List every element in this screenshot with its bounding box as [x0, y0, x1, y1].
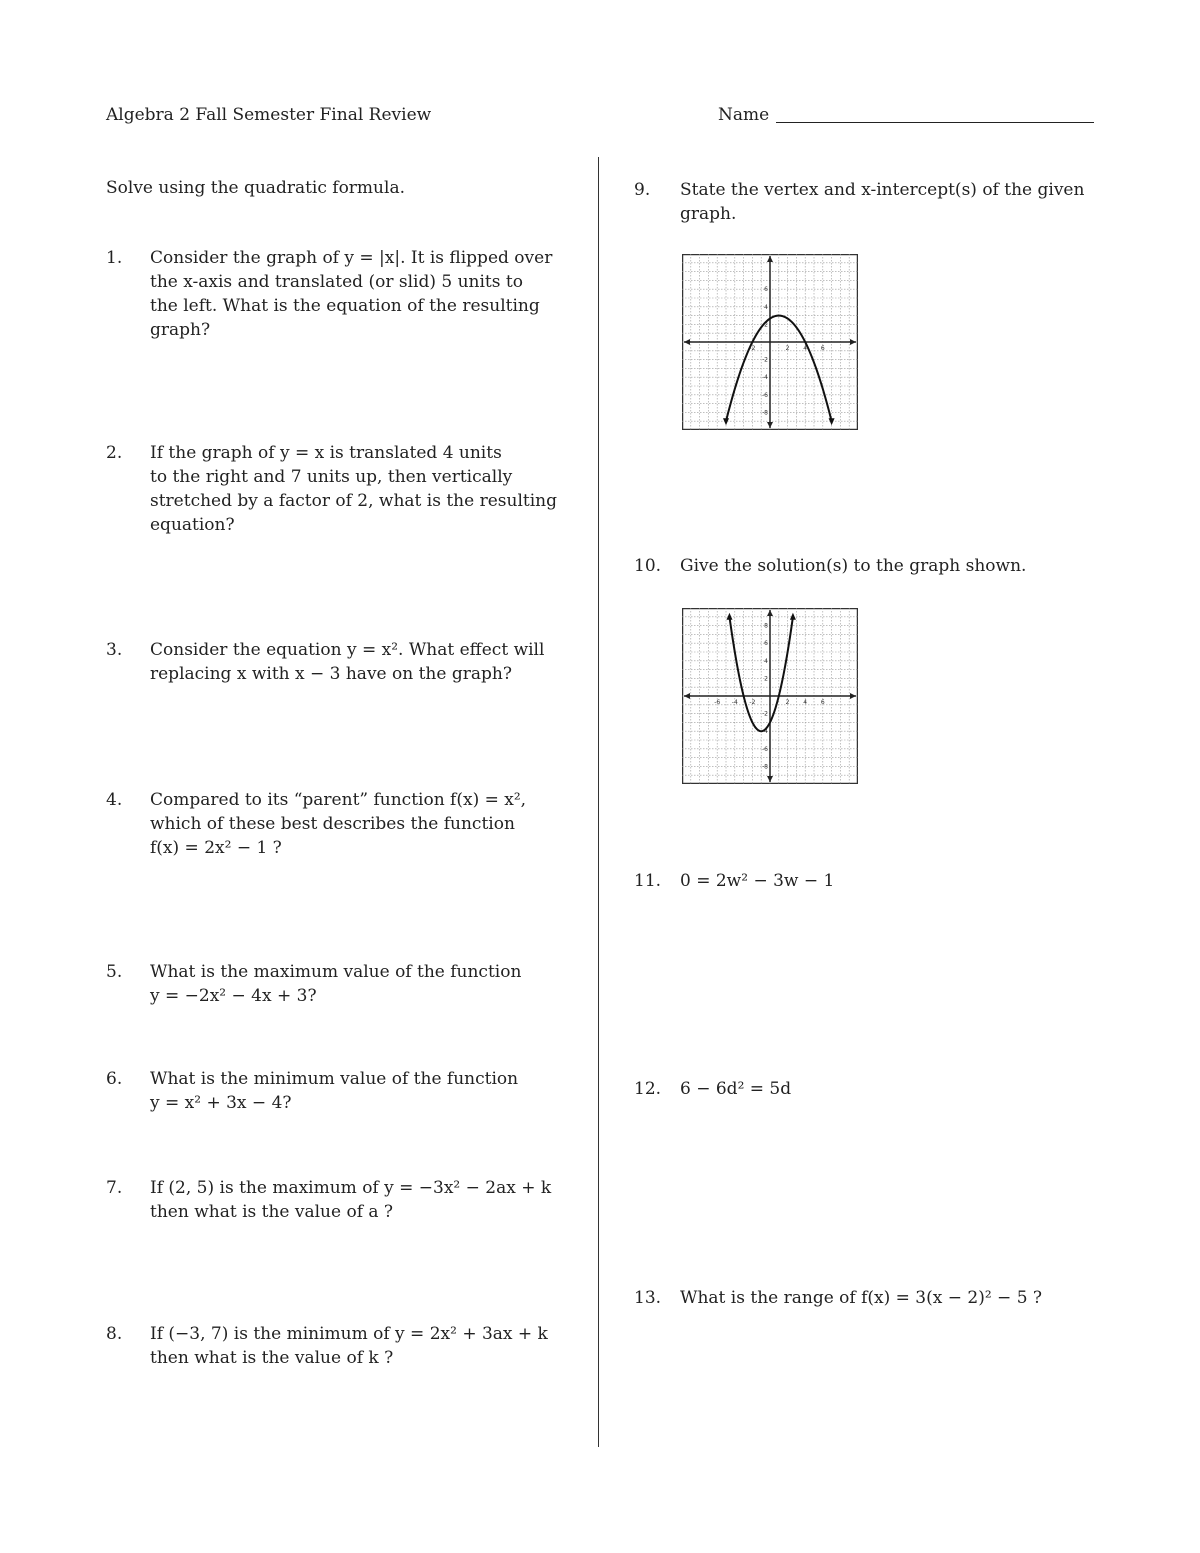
name-field-line[interactable] — [776, 122, 1094, 123]
question-text: What is the minimum value of the function y = x² + 3x − 4? — [150, 1069, 519, 1113]
question-text: Compared to its “parent” function f(x) = x², which of these best describes the function f(x) = 2x² − 1 ? — [150, 790, 527, 858]
tick-label-y: 6 — [764, 286, 768, 294]
tick-label-x: -6 — [714, 699, 721, 706]
question-number: 11. — [634, 871, 662, 891]
tick-label-x: -2 — [749, 699, 756, 706]
question-number: 10. — [634, 556, 662, 576]
question-number: 9. — [634, 180, 651, 200]
tick-label-y: -8 — [762, 409, 768, 417]
tick-label-x: 6 — [820, 345, 825, 352]
tick-label-x: -2 — [749, 345, 756, 352]
question-text: If the graph of y = x is translated 4 units to the right and 7 units up, then vertically stretched by a factor of 2, what is the resulting equation? — [150, 443, 557, 535]
tick-label-y: 4 — [764, 657, 768, 665]
question-number: 6. — [106, 1069, 123, 1089]
question-text: 6 − 6d² = 5d — [680, 1079, 792, 1099]
tick-label-x: 4 — [803, 345, 808, 352]
question-number: 5. — [106, 962, 123, 982]
tick-label-y: 2 — [764, 675, 768, 683]
question-number: 1. — [106, 248, 123, 268]
question-text: Give the solution(s) to the graph shown. — [680, 556, 1027, 576]
question-number: 3. — [106, 640, 123, 660]
question-text: If (−3, 7) is the minimum of y = 2x² + 3ax + k then what is the value of k ? — [150, 1324, 548, 1368]
tick-label-y: -6 — [762, 391, 768, 399]
question-text: 0 = 2w² − 3w − 1 — [680, 871, 835, 891]
question-number: 13. — [634, 1288, 662, 1308]
tick-label-y: -8 — [762, 763, 768, 771]
name-label: Name — [718, 105, 770, 125]
question-text: Consider the equation y = x². What effect will replacing x with x − 3 have on the graph? — [150, 640, 545, 684]
tick-label-x: 4 — [803, 699, 808, 706]
graph-q10 — [682, 608, 858, 784]
instructions: Solve using the quadratic formula. — [106, 178, 405, 198]
tick-label-y: 4 — [764, 303, 768, 311]
question-number: 4. — [106, 790, 123, 810]
tick-label-y: -2 — [762, 356, 768, 364]
column-divider — [598, 157, 599, 1447]
tick-label-y: -2 — [762, 710, 768, 718]
question-number: 12. — [634, 1079, 662, 1099]
tick-label-y: -6 — [762, 745, 768, 753]
tick-label-x: 6 — [820, 699, 825, 706]
tick-label-y: 8 — [764, 622, 768, 630]
question-number: 7. — [106, 1178, 123, 1198]
question-number: 2. — [106, 443, 123, 463]
tick-label-y: 2 — [764, 321, 768, 329]
question-text: What is the maximum value of the function y = −2x² − 4x + 3? — [150, 962, 522, 1006]
tick-label-x: -4 — [731, 699, 738, 706]
question-text: State the vertex and x-intercept(s) of the given graph. — [680, 180, 1085, 224]
tick-label-x: 2 — [785, 699, 790, 706]
question-number: 8. — [106, 1324, 123, 1344]
question-text: If (2, 5) is the maximum of y = −3x² − 2ax + k then what is the value of a ? — [150, 1178, 552, 1222]
page-title: Algebra 2 Fall Semester Final Review — [106, 105, 432, 125]
question-text: What is the range of f(x) = 3(x − 2)² − 5 ? — [680, 1288, 1043, 1308]
tick-label-y: 6 — [764, 640, 768, 648]
question-text: Consider the graph of y = |x|. It is flipped over the x-axis and translated (or slid) 5 units to the left. What is the equation of the resulting graph? — [150, 248, 553, 340]
tick-label-y: -4 — [762, 374, 768, 382]
tick-label-x: 2 — [785, 345, 790, 352]
graph-q9 — [682, 254, 858, 430]
tick-label-y: -4 — [762, 728, 768, 736]
